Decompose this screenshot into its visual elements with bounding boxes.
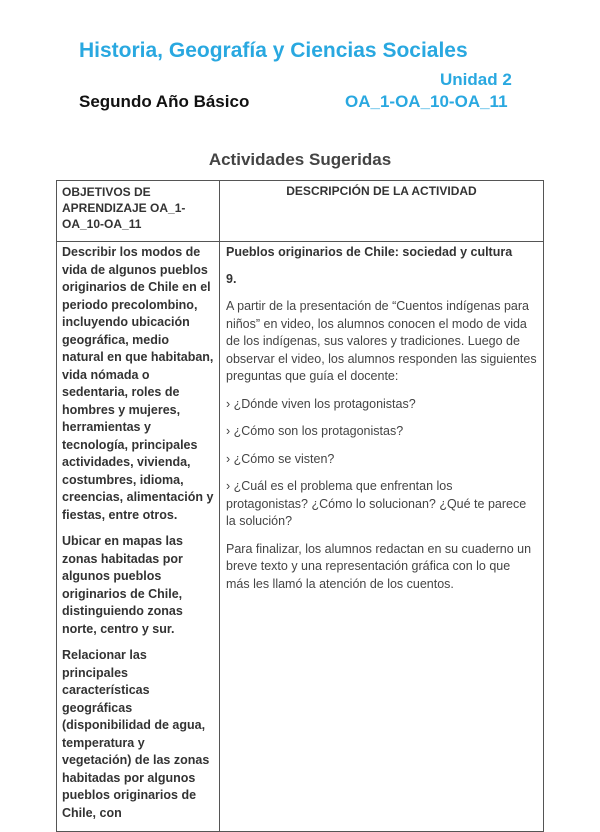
table-header-row <box>57 181 544 242</box>
objective-item: Ubicar en mapas las zonas habitadas por algunos pueblos originarios de Chile, distinguiendo zonas norte, centro y sur. <box>62 534 183 636</box>
activity-question: › ¿Dónde viven los protagonistas? <box>226 396 416 411</box>
description-cell <box>220 242 544 832</box>
activity-paragraph: A partir de la presentación de “Cuentos indígenas para niños” en video, los alumnos conocen el modo de vida de los indígenas, sus valores y tradiciones. Luego de observar el video, los alumnos responden las siguientes preguntas que guía el docente: <box>226 299 537 383</box>
section-title: Actividades Sugeridas <box>208 150 392 169</box>
objective-item: Relacionar las principales características geográficas (disponibilidad de agua, temperatura y vegetación) de las zonas habitadas por algunos pueblos originarios de Chile, con <box>62 648 210 820</box>
activity-number: 9. <box>226 272 237 286</box>
activity-title: Pueblos originarios de Chile: sociedad y cultura <box>226 245 513 259</box>
grade-label: Segundo Año Básico <box>79 92 250 111</box>
description-header: DESCRIPCIÓN DE LA ACTIVIDAD <box>220 181 544 242</box>
activity-paragraph: Para finalizar, los alumnos redactan en su cuaderno un breve texto y una representación gráfica con lo que más les llamó la atención de los cuentos. <box>226 541 532 591</box>
activity-question: › ¿Cómo se visten? <box>226 451 335 466</box>
activity-question: › ¿Cuál es el problema que enfrentan los protagonistas? ¿Cómo lo solucionan? ¿Qué te parece la solución? <box>226 479 527 528</box>
objectives-header: OBJETIVOS DE APRENDIZAJE OA_1-OA_10-OA_11 <box>57 181 220 242</box>
activities-table <box>56 180 544 832</box>
table-row <box>57 242 544 832</box>
oa-codes: OA_1-OA_10-OA_11 <box>345 92 508 111</box>
objective-item: Describir los modos de vida de algunos pueblos originarios de Chile en el periodo precolombino, incluyendo ubicación geográfica, medio natural en que habitaban, vida nómada o sedentaria, roles de hombres y mujeres, herramientas y tecnología, principales actividades, vivienda, costumbres, idioma, creencias, alimentación y fiestas, entre otros. <box>62 245 214 522</box>
subject-title: Historia, Geografía y Ciencias Sociales <box>79 39 468 62</box>
unit-label: Unidad 2 <box>440 70 512 89</box>
objectives-cell <box>57 242 220 832</box>
activity-question: › ¿Cómo son los protagonistas? <box>226 424 404 438</box>
